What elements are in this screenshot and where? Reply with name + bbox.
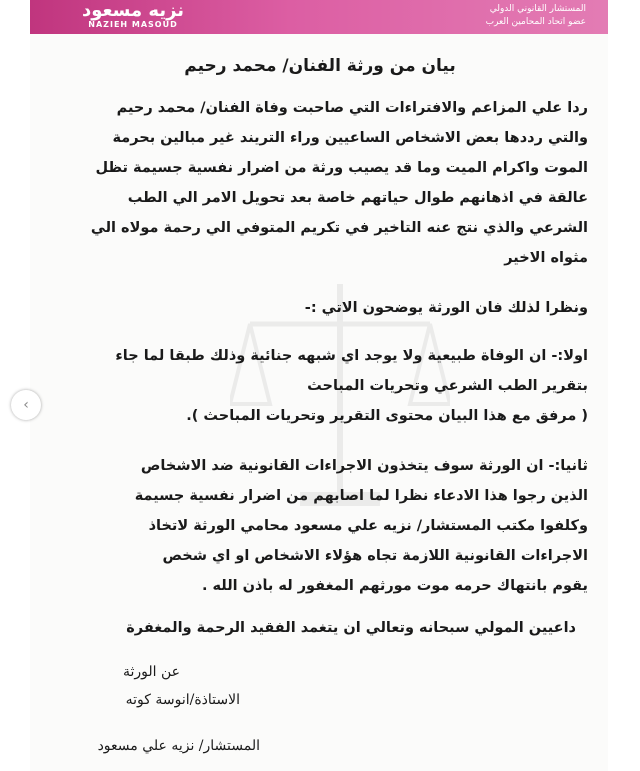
first-point-line: اولا:- ان الوفاة طبيعية ولا يوجد اي شبهه جنائية وذلك طبقا لما جاء [115,348,588,364]
heir-signature: الاستاذة/انوسة كوته [125,692,240,708]
letterhead-membership: عضو اتحاد المحامين العرب [485,17,586,27]
on-behalf-label: عن الورثة [122,664,180,680]
paragraph-line: الموت واكرام الميت وما قد يصيب ورثة من اضرار نفسية جسيمة تظل [95,160,588,176]
paragraph-line: مثواه الاخير [504,250,588,266]
logo-arabic: نزيه مسعود [82,0,185,21]
paragraph-line: ردا علي المزاعم والافتراءات التي صاحبت وفاة الفنان/ محمد رحيم [116,100,588,116]
letterhead-info [486,3,586,29]
second-point-line: يقوم بانتهاك حرمه موت مورثهم المغفور له بأذن الله . [201,578,588,594]
document-title: بيان من ورثة الفنان/ محمد رحيم [60,56,580,76]
chevron-left-icon: ‹ [23,397,29,413]
paragraph-line: عالقة في اذهانهم طوال حياتهم خاصة بعد تحويل الامر الي الطب [127,190,588,206]
attachment-note: ( مرفق مع هذا البيان محتوى التقرير وتحريات المباحث ). [186,408,588,424]
counsel-signature: المستشار/ نزيه علي مسعود [97,738,260,754]
second-point-line: الاجراءات القانونية اللازمة تجاه هؤلاء الاشخاص او اي شخص [162,548,588,564]
intro-line: ونظرا لذلك فان الورثة يوضحون الاتي :- [304,300,588,316]
second-point-line: ثانيا:- ان الورثة سوف يتخذون الاجراءات القانونية ضد الاشخاص [140,458,588,474]
logo-english: NAZIEH MASOUD [88,20,178,29]
first-point-line: بتقرير الطب الشرعي وتحريات المباحث [307,378,588,394]
prayer-line: داعيين المولي سبحانه وتعالي ان يتغمد الفقيد الرحمة والمغفرة [126,620,576,636]
letterhead-title: المستشار القانوني الدولي [489,4,586,14]
second-point-line: الذين رجوا هذا الادعاء نظرا لما اصابهم من اضرار نفسية جسيمة [134,488,588,504]
paragraph-line: الشرعي والذي نتج عنه التأخير في تكريم المتوفي الي رحمة مولاه الي [90,220,588,236]
logo [82,2,184,29]
second-point-line: وكلفوا مكتب المستشار/ نزيه علي مسعود محامي الورثة لاتخاذ [148,518,588,534]
letterhead-banner [30,0,608,34]
paragraph-line: والتي رددها بعض الاشخاص الساعيين وراء التريند غير مبالين بحرمة [112,130,588,146]
